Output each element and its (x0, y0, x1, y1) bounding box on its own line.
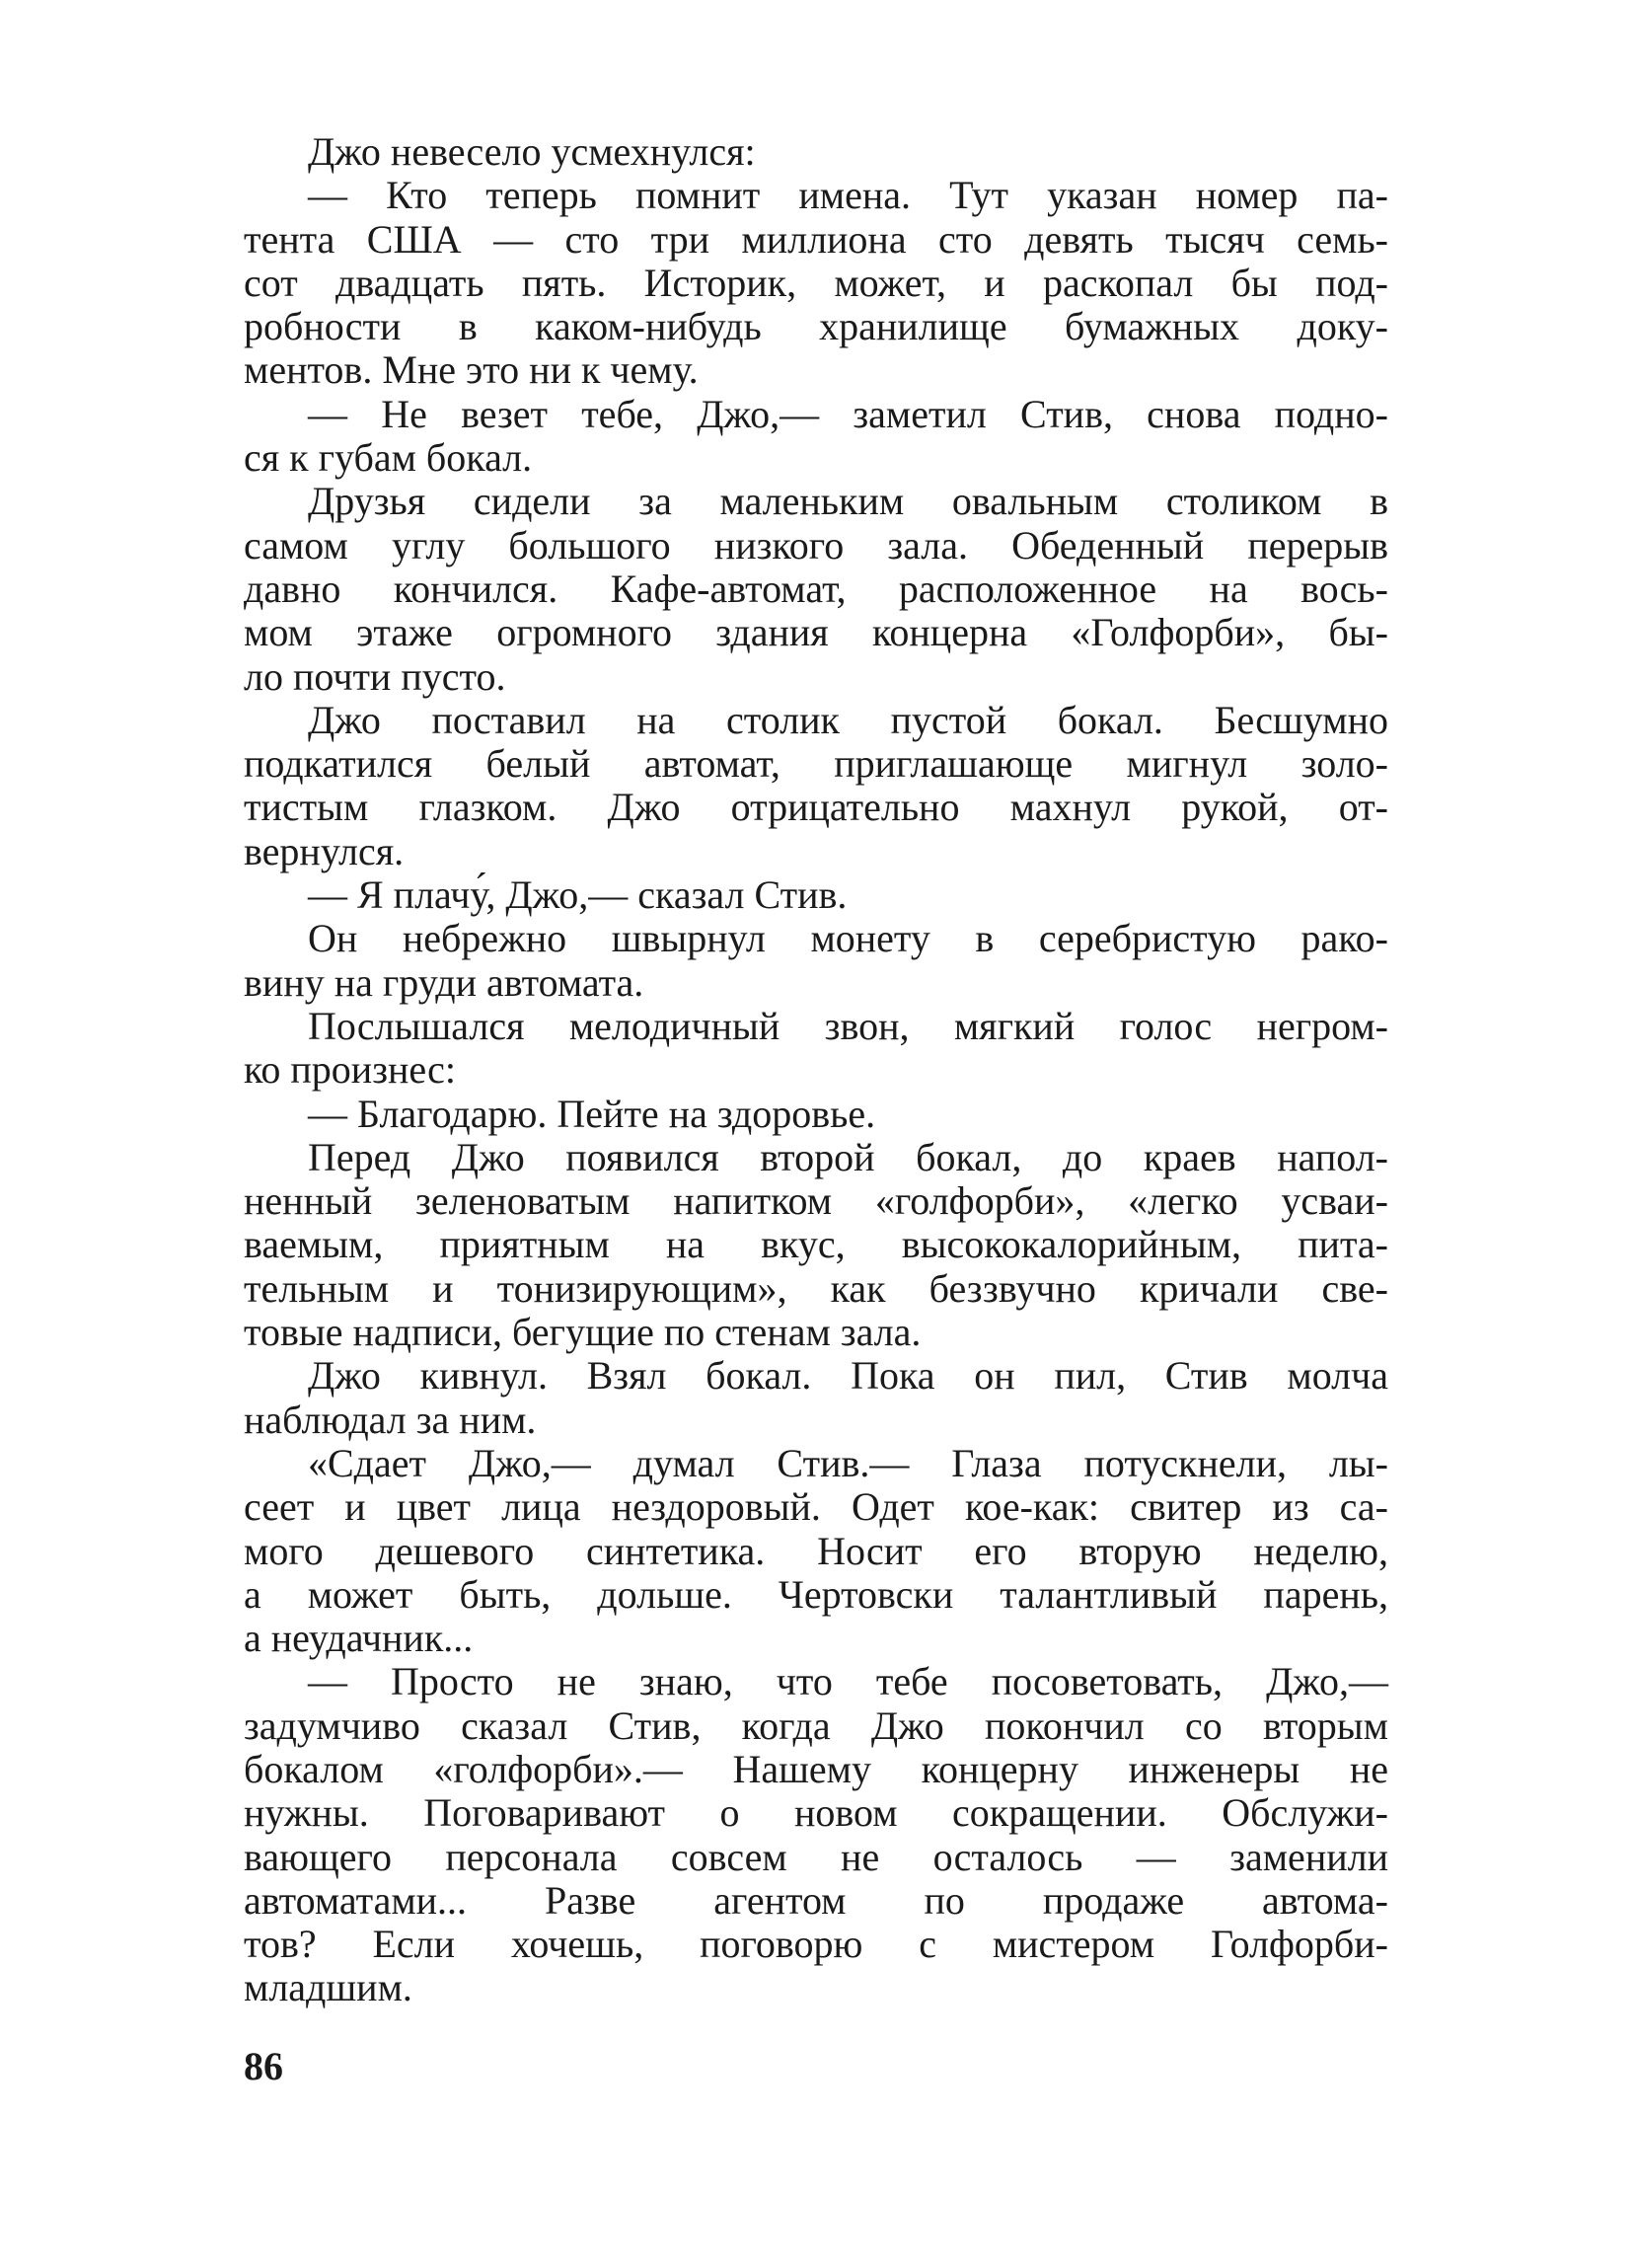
text-line: Послышался мелодичный звон, мягкий голос негром- (308, 1003, 1388, 1048)
text-line: — Я плачу́, Джо,— сказал Стив. (308, 872, 848, 918)
text-line: а может быть, дольше. Чертовски талантливый парень, (244, 1571, 1388, 1617)
text-line: — Не везет тебе, Джо,— заметил Стив, снова подно- (308, 391, 1388, 436)
text-line: ко произнес: (244, 1047, 457, 1093)
text-line: вающего персонала совсем не осталось — заменили (244, 1834, 1388, 1879)
text-line: автоматами... Разве агентом по продаже автома- (244, 1877, 1388, 1923)
text-line: ваемым, приятным на вкус, высококалорийным, пита- (244, 1222, 1388, 1267)
text-line: нужны. Поговаривают о новом сокращении. Обслужи- (244, 1790, 1388, 1836)
text-line: бокалом «голфорби».— Нашему концерну инженеры не (244, 1746, 1388, 1791)
text-line: младшим. (244, 1965, 412, 2010)
text-line: тента США — сто три миллиона сто девять тысяч семь- (244, 216, 1388, 262)
text-line: тистым глазком. Джо отрицательно махнул рукой, от- (244, 785, 1388, 830)
text-line: вернулся. (244, 828, 405, 873)
text-line: — Кто теперь помнит имена. Тут указан номер па- (308, 173, 1388, 218)
text-line: сот двадцать пять. Историк, может, и раскопал бы под- (244, 260, 1388, 305)
text-line: — Просто не знаю, что тебе посоветовать, Джо,— (308, 1659, 1388, 1704)
text-line: подкатился белый автомат, приглашающе мигнул золо- (244, 741, 1388, 787)
text-line: «Сдает Джо,— думал Стив.— Глаза потускнели, лы- (308, 1440, 1388, 1485)
text-line: Джо поставил на столик пустой бокал. Бесшумно (308, 697, 1388, 742)
text-line: задумчиво сказал Стив, когда Джо покончил со вторым (244, 1702, 1388, 1748)
text-line: мого дешевого синтетика. Носит его вторую неделю, (244, 1528, 1388, 1573)
text-line: — Благодарю. Пейте на здоровье. (308, 1091, 876, 1136)
text-line: вину на груди автомата. (244, 959, 644, 1005)
text-line: ся к губам бокал. (244, 435, 533, 481)
text-line: сеет и цвет лица нездоровый. Одет кое-как: свитер из са- (244, 1484, 1388, 1530)
text-line: тов? Если хочешь, поговорю с мистером Голфорби- (244, 1922, 1388, 1967)
text-line: робности в каком-нибудь хранилище бумажных доку- (244, 304, 1388, 349)
text-line: мом этаже огромного здания концерна «Голфорби», бы- (244, 610, 1388, 655)
text-line: Перед Джо появился второй бокал, до краев напол- (308, 1134, 1388, 1179)
text-line: товые надписи, бегущие по стенам зала. (244, 1310, 922, 1355)
text-line: Джо невесело усмехнулся: (308, 129, 756, 174)
text-line: ментов. Мне это ни к чему. (244, 347, 699, 393)
page-text (244, 130, 1388, 2010)
text-line: самом углу большого низкого зала. Обеденный перерыв (244, 522, 1388, 567)
text-line: ло почти пусто. (244, 653, 506, 699)
text-line: а неудачник... (244, 1616, 474, 1661)
text-line: тельным и тонизирующим», как беззвучно кричали све- (244, 1265, 1388, 1311)
text-line: наблюдал за ним. (244, 1397, 537, 1442)
page-number: 86 (244, 2044, 283, 2088)
text-line: Джо кивнул. Взял бокал. Пока он пил, Стив молча (308, 1353, 1388, 1399)
text-line: Друзья сидели за маленьким овальным столиком в (308, 479, 1388, 524)
text-line: ненный зеленоватым напитком «голфорби», «легко усваи- (244, 1178, 1388, 1224)
text-line: давно кончился. Кафе-автомат, расположенное на вось- (244, 566, 1388, 611)
text-line: Он небрежно швырнул монету в серебристую рако- (308, 916, 1388, 961)
